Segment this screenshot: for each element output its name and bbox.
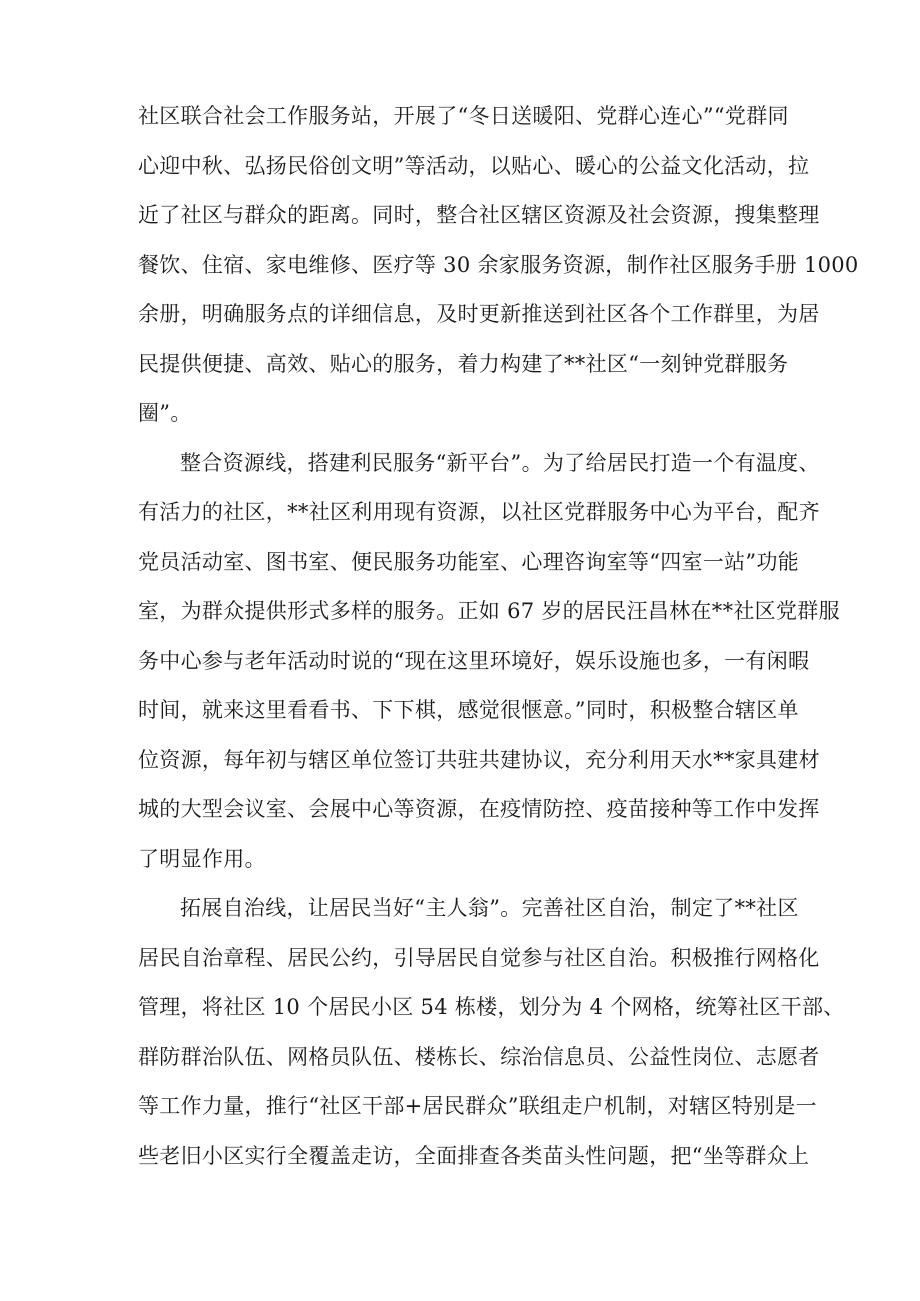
text-line: 务中心参与老年活动时说的“现在这里环境好，娱乐设施也多，一有闲暇	[138, 648, 810, 673]
text-line: 余册，明确服务点的详细信息，及时更新推送到社区各个工作群里，为居	[138, 302, 820, 326]
text-line: 整合资源线，搭建利民服务“新平台”。为了给居民打造一个有温度、	[180, 450, 820, 475]
text-line: 群防群治队伍、网格员队伍、楼栋长、综治信息员、公益性岗位、志愿者	[138, 1044, 820, 1069]
text-line: 近了社区与群众的距离。同时，整合社区辖区资源及社会资源，搜集整理	[138, 203, 820, 227]
paragraph-1	[138, 92, 859, 439]
text-line: 拓展自治线，让居民当好“主人翁”。完善社区自治，制定了**社区	[180, 896, 799, 920]
text-line: 民提供便捷、高效、贴心的服务，着力构建了**社区“一刻钟党群服务	[138, 351, 789, 376]
text-line: 室，为群众提供形式多样的服务。正如 67 岁的居民汪昌林在**社区党群服	[138, 599, 840, 623]
text-line: 城的大型会议室、会展中心等资源，在疫情防控、疫苗接种等工作中发挥	[138, 797, 820, 821]
text-line: 位资源，每年初与辖区单位签订共驻共建协议，充分利用天水**家具建材	[138, 747, 820, 772]
text-line: 了明显作用。	[138, 846, 266, 871]
text-line: 等工作力量，推行“社区干部+居民群众”联组走户机制，对辖区特别是一	[138, 1094, 817, 1118]
text-line: 社区联合社会工作服务站，开展了“冬日送暖阳、党群心连心”“党群同	[138, 104, 789, 128]
text-line: 圈”。	[138, 401, 192, 425]
text-line: 餐饮、住宿、家电维修、医疗等 30 余家服务资源，制作社区服务手册 1000	[138, 252, 859, 277]
text-line: 有活力的社区，**社区利用现有资源，以社区党群服务中心为平台，配齐	[138, 500, 820, 524]
document-body	[138, 92, 859, 1181]
paragraph-3	[138, 884, 845, 1181]
text-line: 时间，就来这里看看书、下下棋，感觉很惬意。”同时，积极整合辖区单	[138, 698, 799, 722]
paragraph-2	[138, 439, 840, 885]
text-line: 管理，将社区 10 个居民小区 54 栋楼，划分为 4 个网格，统筹社区干部、	[138, 995, 845, 1019]
text-line: 党员活动室、图书室、便民服务功能室、心理咨询室等“四室一站”功能	[138, 549, 800, 574]
text-line: 心迎中秋、弘扬民俗创文明”等活动，以贴心、暖心的公益文化活动，拉	[138, 153, 810, 178]
text-line: 居民自治章程、居民公约，引导居民自觉参与社区自治。积极推行网格化	[138, 945, 820, 970]
text-line: 些老旧小区实行全覆盖走访，全面排查各类苗头性问题，把“坐等群众上	[138, 1143, 810, 1168]
